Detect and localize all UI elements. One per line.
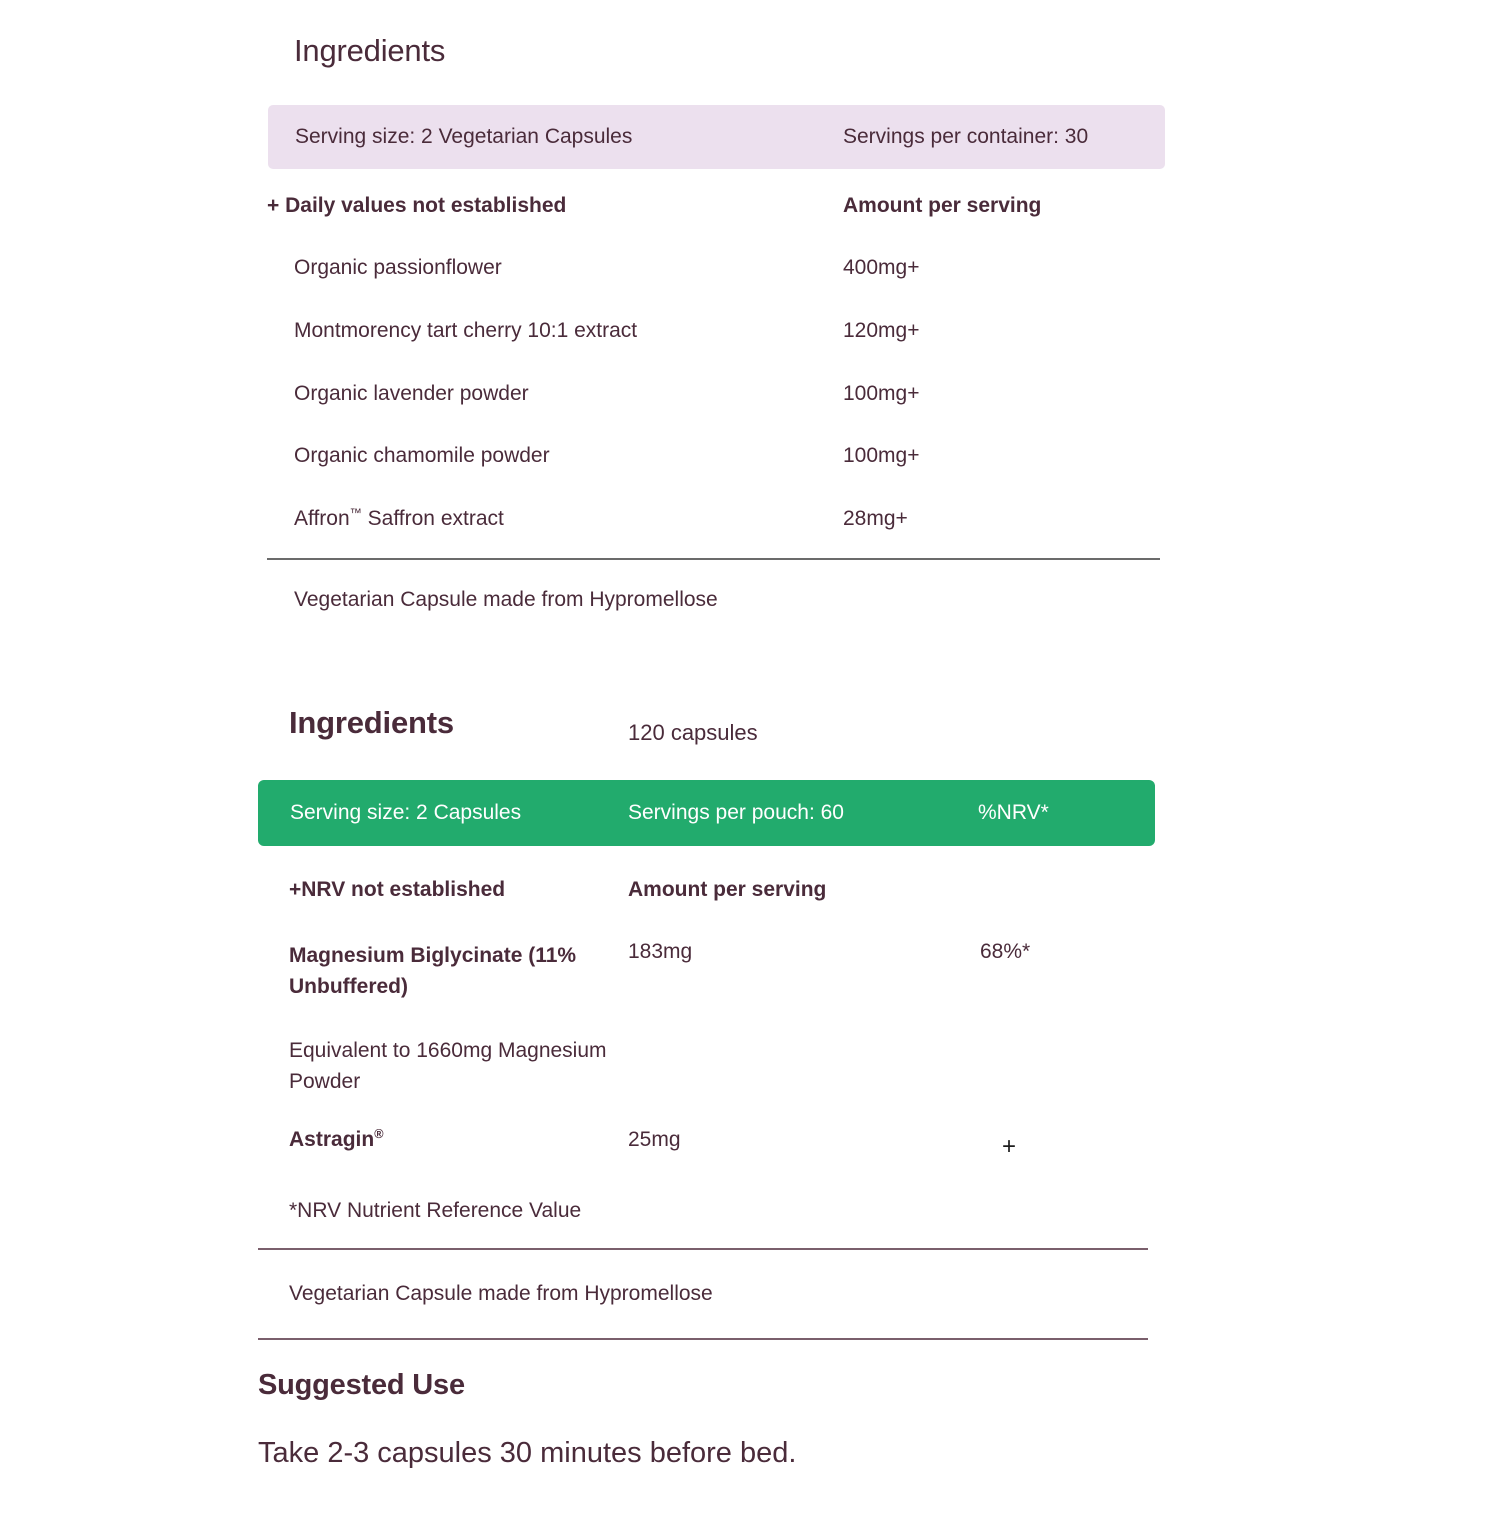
capsule-count-label: 120 capsules xyxy=(628,720,758,745)
table-row xyxy=(0,256,1485,286)
serving-info-band-green xyxy=(258,780,1155,846)
trademark-symbol: ™ xyxy=(349,506,362,520)
ingredient-name: Organic passionflower xyxy=(294,256,502,279)
magnesium-nrv-percent: 68%* xyxy=(980,940,1031,963)
ingredient-name xyxy=(294,507,504,531)
capsule-footnote-two: Vegetarian Capsule made from Hypromellose xyxy=(289,1282,713,1305)
daily-values-note: + Daily values not established xyxy=(267,194,567,217)
serving-size-label: Serving size: 2 Capsules xyxy=(290,801,522,824)
section-two-divider-bottom xyxy=(258,1338,1148,1340)
table-row xyxy=(0,507,1485,537)
ingredient-name: Organic chamomile powder xyxy=(294,444,550,467)
ingredient-amount: 28mg+ xyxy=(843,507,908,530)
serving-info-band-lavender xyxy=(268,105,1165,169)
ingredient-name: Montmorency tart cherry 10:1 extract xyxy=(294,319,638,342)
table-row xyxy=(0,382,1485,412)
ingredient-name-main: Affron xyxy=(294,507,350,530)
amount-per-serving-header: Amount per serving xyxy=(628,878,827,901)
registered-trademark-symbol: ® xyxy=(374,1127,384,1141)
astragin-ingredient-name xyxy=(289,1128,383,1152)
astragin-name-main: Astragin xyxy=(289,1128,375,1151)
magnesium-amount: 183mg xyxy=(628,940,693,963)
magnesium-ingredient-name: Magnesium Biglycinate (11% Unbuffered) xyxy=(289,944,577,998)
nrv-not-established-note: +NRV not established xyxy=(289,878,506,901)
ingredient-amount: 120mg+ xyxy=(843,319,920,342)
ingredient-name: Organic lavender powder xyxy=(294,382,529,405)
suggested-use-title: Suggested Use xyxy=(258,1369,465,1401)
servings-per-container-label: Servings per container: 30 xyxy=(843,125,1089,148)
serving-size-label: Serving size: 2 Vegetarian Capsules xyxy=(295,125,633,148)
nrv-definition-footnote: *NRV Nutrient Reference Value xyxy=(289,1199,582,1222)
capsule-footnote-one: Vegetarian Capsule made from Hypromellose xyxy=(294,588,718,611)
amount-per-serving-header: Amount per serving xyxy=(843,194,1042,217)
table-row xyxy=(0,319,1485,349)
ingredient-amount: 100mg+ xyxy=(843,444,920,467)
magnesium-equivalent-note: Equivalent to 1660mg Magnesium Powder xyxy=(289,1039,607,1093)
section-one-title: Ingredients xyxy=(294,33,446,68)
astragin-amount: 25mg xyxy=(628,1128,681,1151)
ingredient-amount: 400mg+ xyxy=(843,256,920,279)
nrv-column-header: %NRV* xyxy=(978,801,1049,824)
table-row xyxy=(0,444,1485,474)
astragin-nrv-marker: + xyxy=(1002,1133,1017,1160)
ingredient-name-rest: Saffron extract xyxy=(361,507,504,530)
ingredient-amount: 100mg+ xyxy=(843,382,920,405)
section-two-divider-top xyxy=(258,1248,1148,1250)
section-one-divider xyxy=(267,558,1160,560)
servings-per-pouch-label: Servings per pouch: 60 xyxy=(628,801,844,824)
suggested-use-text: Take 2-3 capsules 30 minutes before bed. xyxy=(258,1437,797,1469)
section-two-title: Ingredients xyxy=(289,705,454,740)
